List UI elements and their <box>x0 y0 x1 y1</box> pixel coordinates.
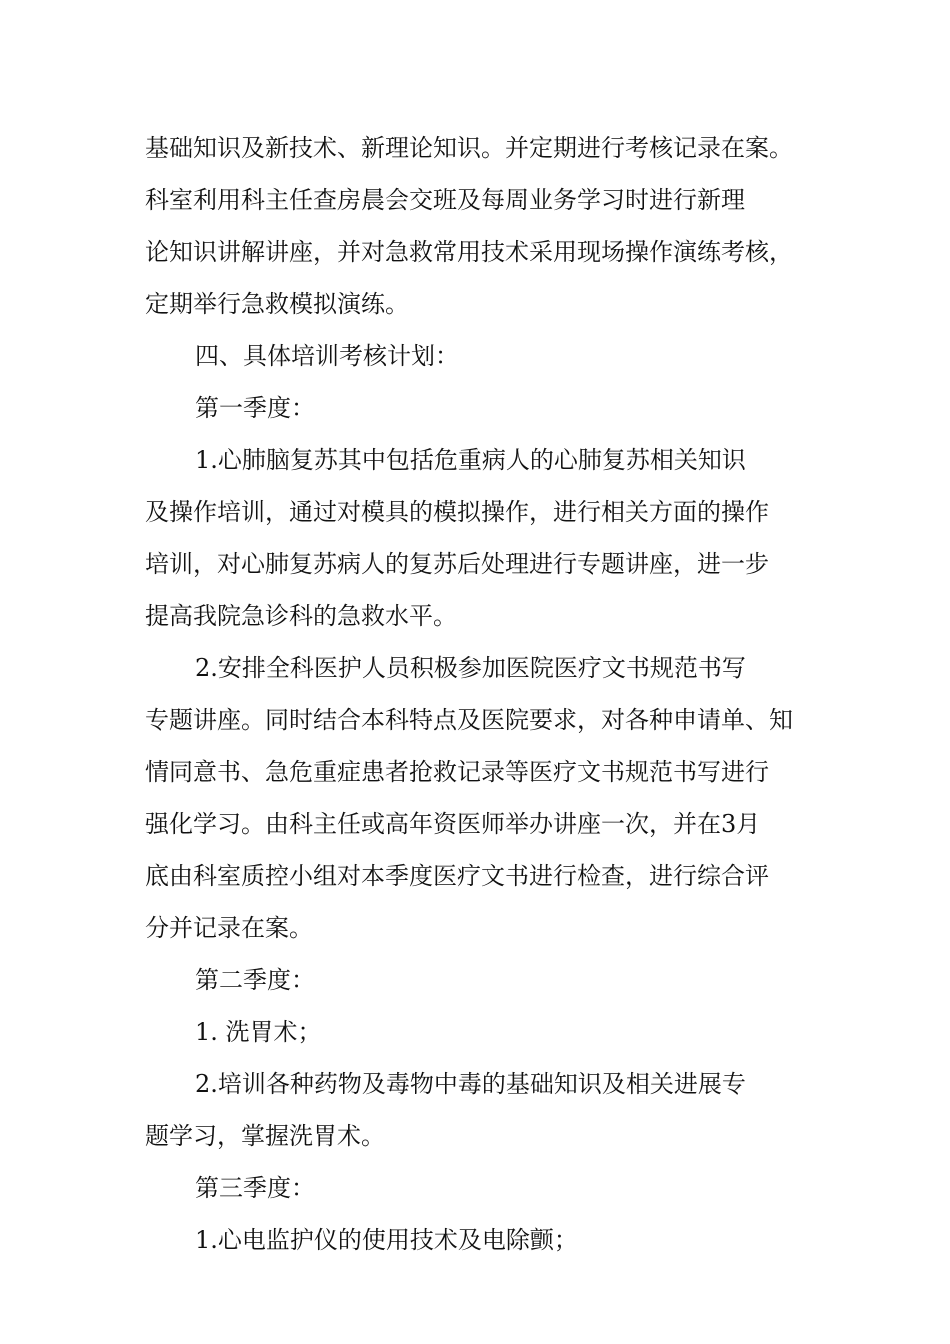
text-line-19: 2.培训各种药物及毒物中毒的基础知识及相关进展专 <box>195 1070 746 1098</box>
text-line-7: 1.心肺脑复苏其中包括危重病人的心肺复苏相关知识 <box>195 446 746 474</box>
text-line-16: 分并记录在案。 <box>145 914 313 942</box>
text-line-10: 提高我院急诊科的急救水平。 <box>145 602 457 630</box>
text-line-11: 2.安排全科医护人员积极参加医院医疗文书规范书写 <box>195 654 746 682</box>
text-line-1: 基础知识及新技术、新理论知识。并定期进行考核记录在案。 <box>145 134 793 162</box>
text-line-8: 及操作培训，通过对模具的模拟操作，进行相关方面的操作 <box>145 498 769 526</box>
text-line-9: 培训，对心肺复苏病人的复苏后处理进行专题讲座，进一步 <box>145 550 769 578</box>
quarter-heading-2: 第二季度： <box>195 966 315 994</box>
document-body <box>145 128 825 1272</box>
text-line-20: 题学习，掌握洗胃术。 <box>145 1122 385 1150</box>
section-heading-plan: 四、具体培训考核计划： <box>195 342 459 370</box>
text-line-3: 论知识讲解讲座，并对急救常用技术采用现场操作演练考核， <box>145 238 793 266</box>
quarter-heading-1: 第一季度： <box>195 394 315 422</box>
text-line-4: 定期举行急救模拟演练。 <box>145 290 409 318</box>
text-line-14: 强化学习。由科主任或高年资医师举办讲座一次，并在3月 <box>145 810 761 838</box>
text-line-12: 专题讲座。同时结合本科特点及医院要求，对各种申请单、知 <box>145 706 793 734</box>
text-line-22: 1.心电监护仪的使用技术及电除颤； <box>195 1226 578 1254</box>
text-line-18: 1. 洗胃术； <box>195 1018 322 1046</box>
text-line-2: 科室利用科主任查房晨会交班及每周业务学习时进行新理 <box>145 186 745 214</box>
quarter-heading-3: 第三季度： <box>195 1174 315 1202</box>
text-line-15: 底由科室质控小组对本季度医疗文书进行检查，进行综合评 <box>145 862 769 890</box>
text-line-13: 情同意书、急危重症患者抢救记录等医疗文书规范书写进行 <box>145 758 769 786</box>
